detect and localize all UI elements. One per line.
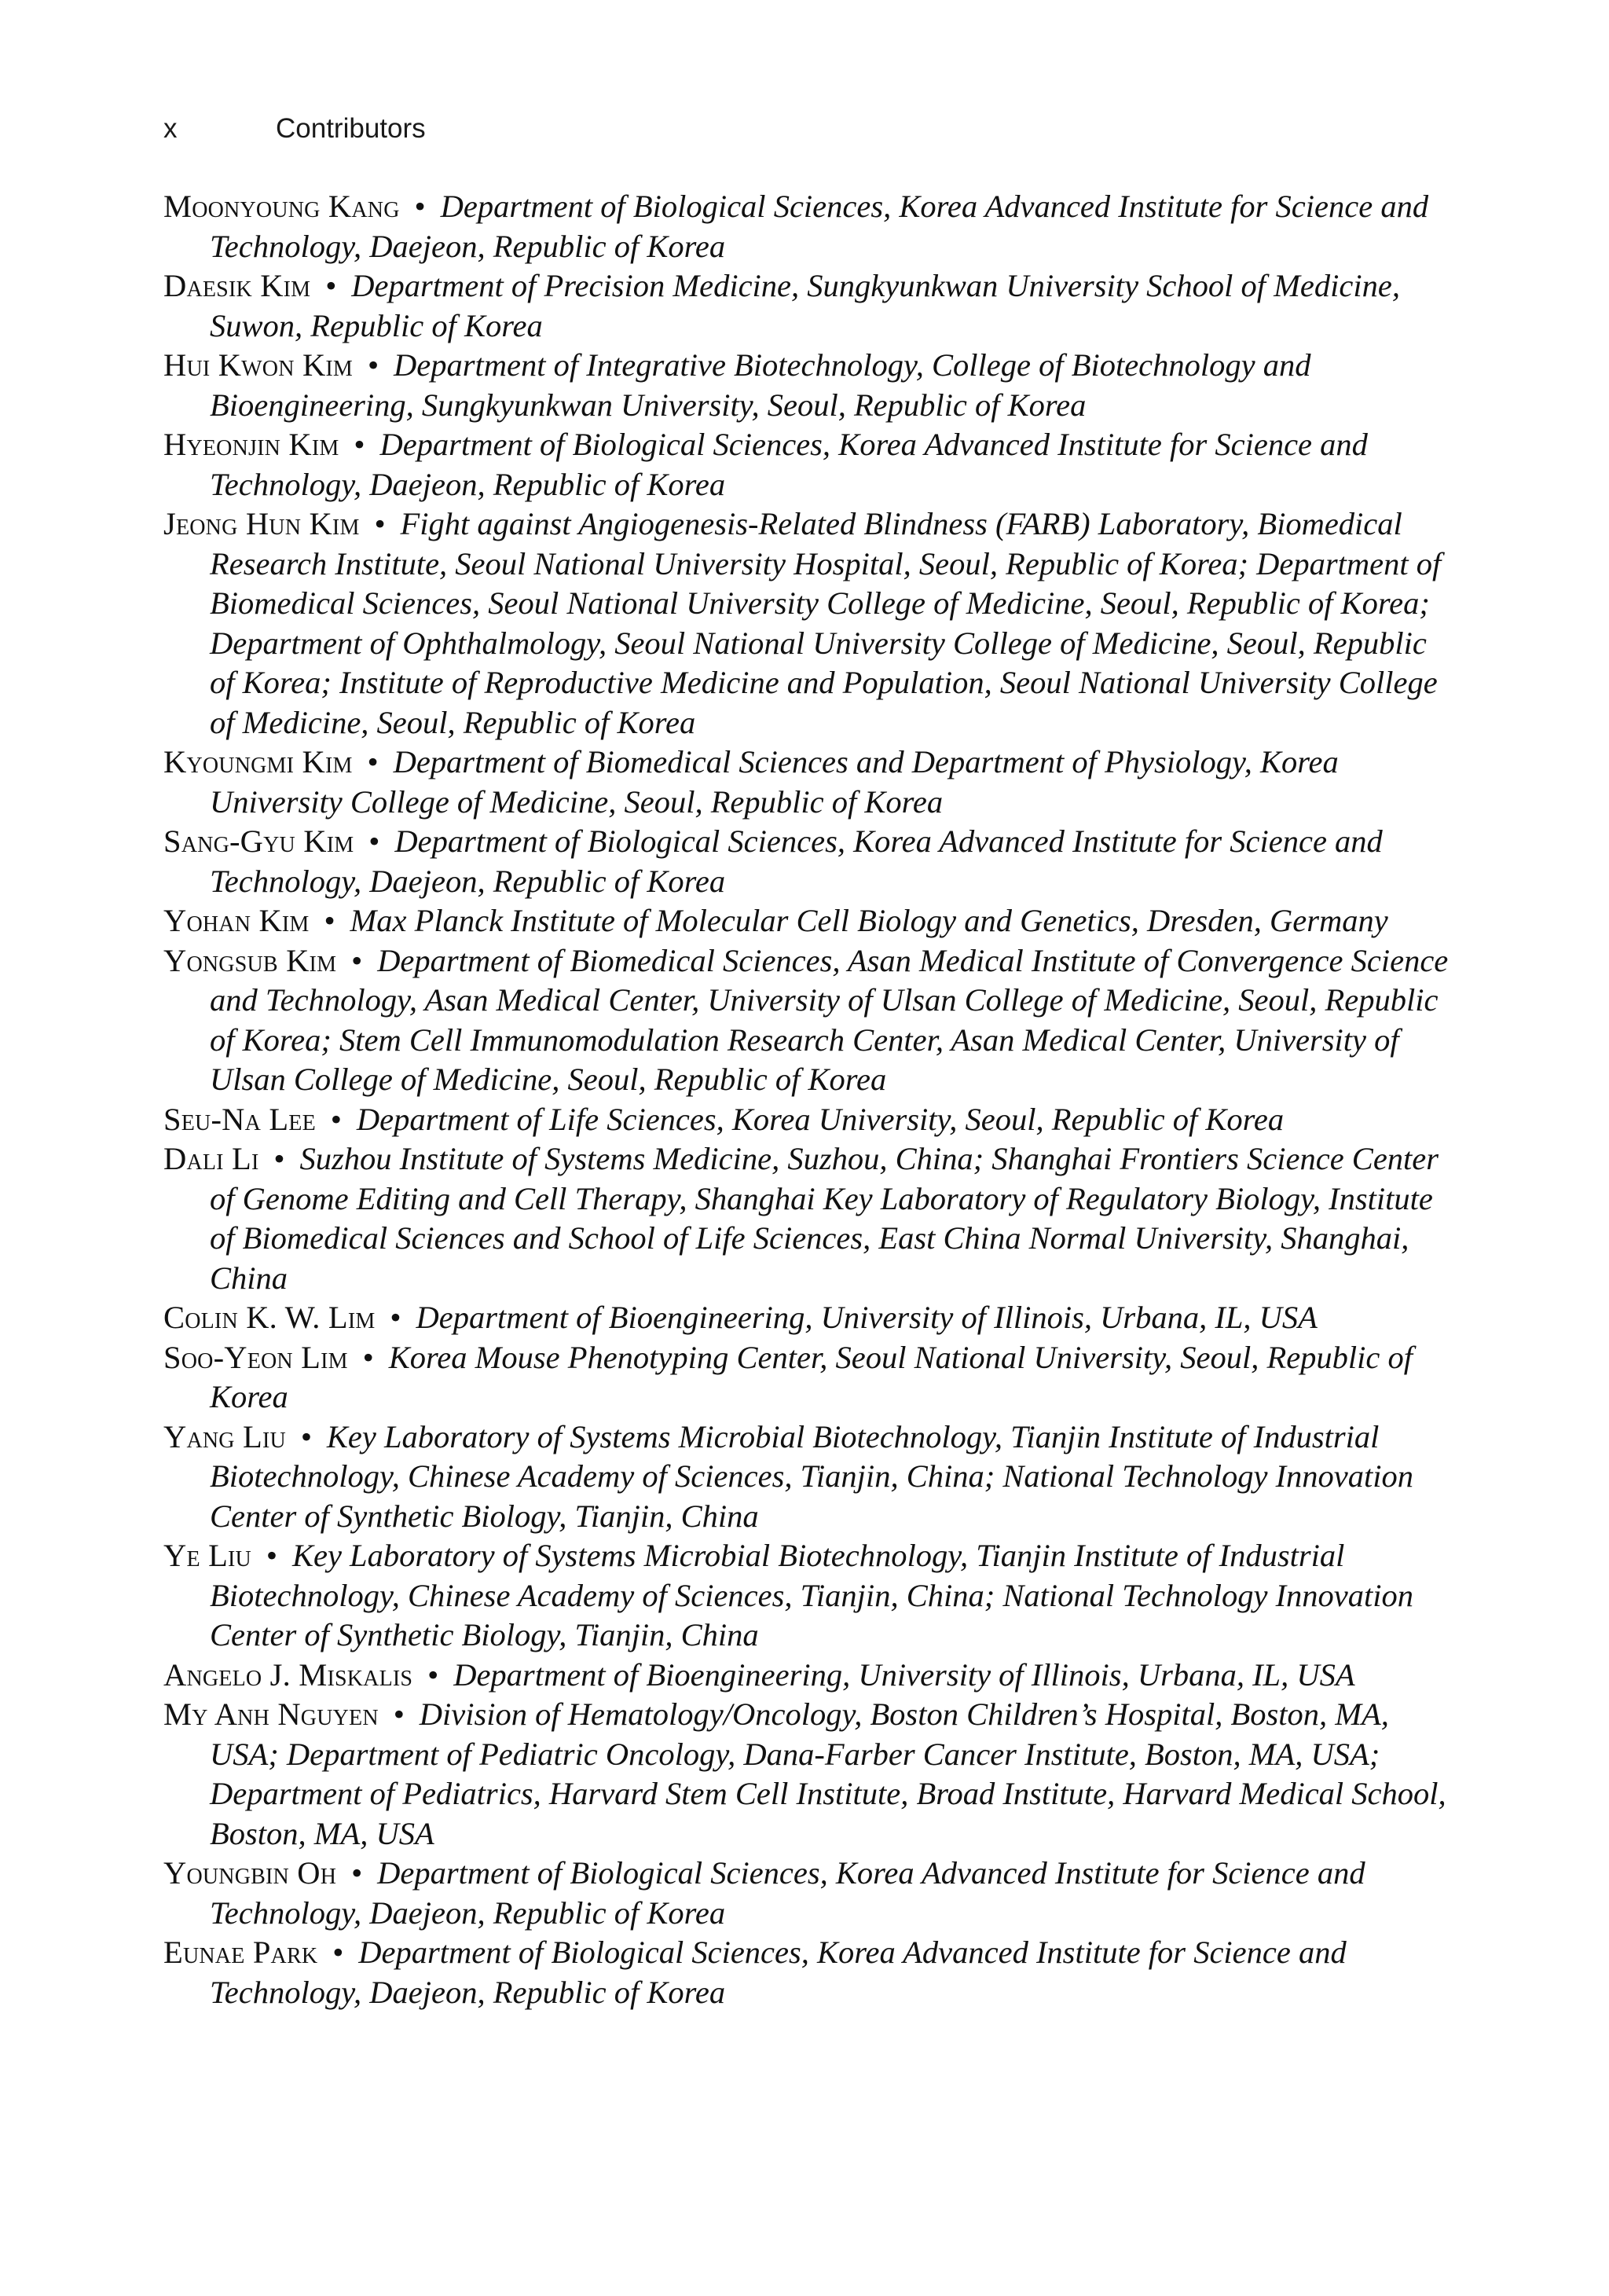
- contributor-entry: [163, 1536, 1452, 1656]
- contributor-affiliation: Korea Mouse Phenotyping Center, Seoul National University, Seoul, Republic of Korea: [210, 1339, 1413, 1414]
- contributor-entry: [163, 266, 1452, 346]
- contributor-name: Yohan Kim: [163, 903, 310, 938]
- contributor-name: Kyoungmi Kim: [163, 744, 353, 779]
- bullet-separator: •: [300, 1418, 313, 1454]
- contributor-name: Colin K. W. Lim: [163, 1300, 376, 1335]
- contributor-affiliation: Department of Biological Sciences, Korea Advanced Institute for Science and Technology, Daejeon, Republic of Korea: [210, 1935, 1347, 2010]
- bullet-separator: •: [351, 942, 363, 978]
- contributor-affiliation: Department of Biological Sciences, Korea Advanced Institute for Science and Technology, Daejeon, Republic of Korea: [210, 427, 1368, 502]
- contributor-affiliation: Department of Biological Sciences, Korea Advanced Institute for Science and Technology, Daejeon, Republic of Korea: [210, 1855, 1365, 1931]
- contributor-entry: [163, 1298, 1452, 1338]
- contributor-entry: [163, 901, 1452, 941]
- contributor-name: Ye Liu: [163, 1538, 251, 1573]
- contributor-affiliation: Suzhou Institute of Systems Medicine, Suzhou, China; Shanghai Frontiers Science Center of Genome Editing and Cell Therapy, Shanghai Key Laboratory of Regulatory Biology, Institute of Biomedical Sciences and School of Life Sciences, East China Normal University, Shanghai, China: [210, 1141, 1439, 1296]
- contributor-name: Yongsub Kim: [163, 942, 337, 978]
- contributor-entry: [163, 1139, 1452, 1298]
- contributor-name: Youngbin Oh: [163, 1855, 337, 1891]
- bullet-separator: •: [393, 1696, 405, 1732]
- contributor-entry: [163, 504, 1452, 743]
- contributor-name: Dali Li: [163, 1141, 259, 1176]
- contributor-affiliation: Department of Bioengineering, University of Illinois, Urbana, IL, USA: [453, 1656, 1355, 1693]
- contributor-affiliation: Department of Biomedical Sciences and Department of Physiology, Korea University College of Medicine, Seoul, Republic of Korea: [210, 744, 1339, 820]
- contributor-name: Eunae Park: [163, 1935, 318, 1970]
- contributor-list: [163, 187, 1452, 2012]
- contributor-entry: [163, 187, 1452, 266]
- bullet-separator: •: [390, 1300, 401, 1335]
- contributor-name: Angelo J. Miskalis: [163, 1656, 413, 1693]
- bullet-separator: •: [351, 1855, 363, 1891]
- page-number: x: [163, 113, 178, 144]
- contributor-name: Hui Kwon Kim: [163, 347, 354, 383]
- contributor-entry: [163, 1854, 1452, 1933]
- contributor-affiliation: Department of Life Sciences, Korea University, Seoul, Republic of Korea: [356, 1101, 1285, 1137]
- contributor-affiliation: Department of Bioengineering, University of Illinois, Urbana, IL, USA: [416, 1300, 1318, 1335]
- bullet-separator: •: [325, 268, 337, 303]
- bullet-separator: •: [362, 1339, 374, 1375]
- bullet-separator: •: [266, 1538, 278, 1573]
- contributor-name: Moonyoung Kang: [163, 189, 400, 224]
- section-title: Contributors: [276, 113, 426, 144]
- contributor-name: Jeong Hun Kim: [163, 506, 360, 541]
- contributor-affiliation: Fight against Angiogenesis-Related Blindness (FARB) Laboratory, Biomedical Research Institute, Seoul National University Hospital, Seoul, Republic of Korea; Department of Biomedical Sciences, Seoul National University College of Medicine, Seoul, Republic of Korea; Department of Ophthalmology, Seoul National University College of Medicine, Seoul, Republic of Korea; Institute of Reproductive Medicine and Population, Seoul National University College of Medicine, Seoul, Republic of Korea: [210, 506, 1442, 740]
- contributor-entry: [163, 1656, 1452, 1696]
- contributor-entry: [163, 743, 1452, 822]
- contributor-entry: [163, 822, 1452, 901]
- contributor-name: Soo-Yeon Lim: [163, 1339, 348, 1375]
- bullet-separator: •: [354, 427, 365, 462]
- contributor-affiliation: Key Laboratory of Systems Microbial Biotechnology, Tianjin Institute of Industrial Biotechnology, Chinese Academy of Sciences, Tianjin, China; National Technology Innovation Center of Synthetic Biology, Tianjin, China: [210, 1418, 1414, 1534]
- contributor-entry: [163, 425, 1452, 504]
- contributor-affiliation: Key Laboratory of Systems Microbial Biotechnology, Tianjin Institute of Industrial Biotechnology, Chinese Academy of Sciences, Tianjin, China; National Technology Innovation Center of Synthetic Biology, Tianjin, China: [210, 1538, 1414, 1652]
- contributor-affiliation: Department of Biomedical Sciences, Asan Medical Institute of Convergence Science and Technology, Asan Medical Center, University of Ulsan College of Medicine, Seoul, Republic of Korea; Stem Cell Immunomodulation Research Center, Asan Medical Center, University of Ulsan College of Medicine, Seoul, Republic of Korea: [210, 942, 1449, 1097]
- contributor-entry: [163, 1100, 1452, 1140]
- contributor-name: Daesik Kim: [163, 268, 311, 303]
- contributor-entry: [163, 941, 1452, 1100]
- contributor-name: Hyeonjin Kim: [163, 427, 339, 462]
- contributor-name: Yang Liu: [163, 1418, 286, 1454]
- bullet-separator: •: [374, 506, 386, 541]
- contributor-affiliation: Division of Hematology/Oncology, Boston Children’s Hospital, Boston, MA, USA; Department of Pediatric Oncology, Dana-Farber Cancer Institute, Boston, MA, USA; Department of Pediatrics, Harvard Stem Cell Institute, Broad Institute, Harvard Medical School, Boston, MA, USA: [210, 1696, 1446, 1851]
- contributor-name: Sang-Gyu Kim: [163, 823, 354, 859]
- bullet-separator: •: [330, 1101, 342, 1137]
- contributor-affiliation: Department of Biological Sciences, Korea Advanced Institute for Science and Technology, Daejeon, Republic of Korea: [210, 823, 1383, 899]
- running-head: [163, 112, 426, 146]
- bullet-separator: •: [273, 1141, 285, 1176]
- bullet-separator: •: [324, 903, 335, 938]
- contributor-entry: [163, 1338, 1452, 1418]
- bullet-separator: •: [367, 347, 379, 383]
- contributor-affiliation: Department of Integrative Biotechnology, College of Biotechnology and Bioengineering, Sungkyunkwan University, Seoul, Republic of Korea: [210, 347, 1311, 423]
- contributor-entry: [163, 346, 1452, 425]
- contributor-entry: [163, 1933, 1452, 2012]
- contributor-entry: [163, 1695, 1452, 1854]
- bullet-separator: •: [414, 189, 426, 224]
- bullet-separator: •: [427, 1656, 439, 1693]
- contributor-name: Seu-Na Lee: [163, 1101, 316, 1137]
- bullet-separator: •: [332, 1935, 344, 1970]
- contributor-affiliation: Department of Biological Sciences, Korea Advanced Institute for Science and Technology, Daejeon, Republic of Korea: [210, 189, 1429, 264]
- contributor-name: My Anh Nguyen: [163, 1696, 379, 1732]
- bullet-separator: •: [368, 823, 380, 859]
- contributor-affiliation: Max Planck Institute of Molecular Cell Biology and Genetics, Dresden, Germany: [350, 903, 1388, 938]
- bullet-separator: •: [367, 744, 379, 779]
- contributor-entry: [163, 1418, 1452, 1537]
- contributor-affiliation: Department of Precision Medicine, Sungkyunkwan University School of Medicine, Suwon, Republic of Korea: [210, 268, 1400, 343]
